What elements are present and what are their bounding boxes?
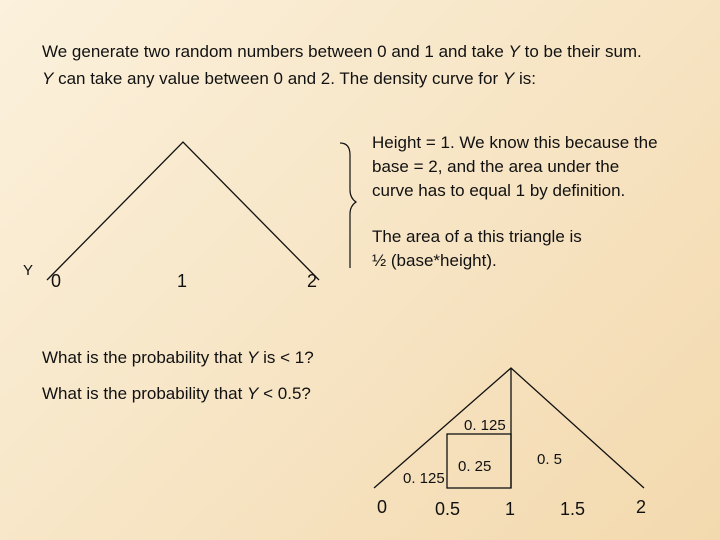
question-1-text-b: is < 1? [258, 348, 314, 367]
intro-line-1-text-b: to be their sum. [519, 42, 642, 61]
intro-line-2-text-b: is: [514, 69, 536, 88]
question-2-var: Y [247, 384, 259, 403]
area-note-line-1: The area of a this triangle is [372, 227, 582, 246]
question-2-text-a: What is the probability that [42, 384, 248, 403]
bottom-tick-0-5: 0.5 [435, 499, 461, 519]
intro-line-2-text-a: can take any value between 0 and 2. The density curve for [53, 69, 503, 88]
label-top-square: 0. 125 [464, 417, 506, 434]
question-1-text-a: What is the probability that [42, 348, 248, 367]
density-triangle [47, 142, 319, 280]
bottom-tick-2: 2 [636, 497, 647, 517]
top-axis-label: Y [23, 262, 34, 279]
bottom-tick-1-5: 1.5 [560, 499, 586, 519]
intro-line-2-var: Y [42, 69, 54, 88]
intro-line-1-var: Y [508, 42, 520, 61]
height-note-line-1: Height = 1. We know this because the [372, 133, 658, 152]
intro-line-1-text-a: We generate two random numbers between 0 and 1 and take [42, 42, 509, 61]
bottom-tick-0: 0 [377, 497, 388, 517]
top-tick-2: 2 [307, 271, 318, 291]
question-2-text-b: < 0.5? [258, 384, 311, 403]
question-1 [42, 346, 314, 370]
top-tick-0: 0 [51, 271, 62, 291]
question-2 [42, 382, 311, 406]
label-center-area: 0. 25 [458, 458, 492, 475]
area-note-line-2: ½ (base*height). [372, 251, 497, 270]
top-tick-1: 1 [177, 271, 188, 291]
label-left-square: 0. 125 [403, 470, 445, 487]
height-note-line-2: base = 2, and the area under the [372, 157, 620, 176]
label-right-area: 0. 5 [537, 451, 563, 468]
intro-line-2-var-2: Y [502, 69, 515, 88]
height-note-line-3: curve has to equal 1 by definition. [372, 181, 626, 200]
height-brace [340, 143, 356, 268]
question-1-var: Y [247, 348, 259, 367]
bottom-tick-1: 1 [505, 499, 516, 519]
